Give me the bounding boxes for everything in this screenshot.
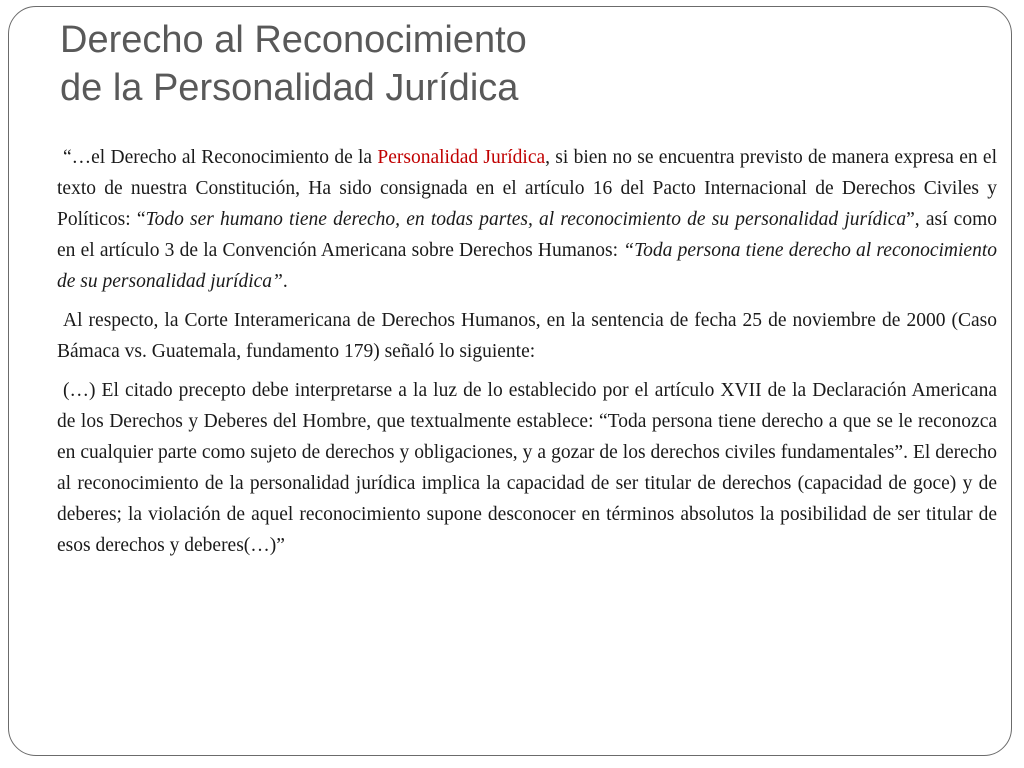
paragraph-1-text-a: “…el Derecho al Reconocimiento de la	[63, 147, 378, 168]
quote-pacto-internacional: Todo ser humano tiene derecho, en todas partes, al reconocimiento de su personalidad jurídica	[145, 209, 907, 230]
slide-title-line-1: Derecho al Reconocimiento	[60, 19, 527, 61]
slide-body	[57, 142, 997, 569]
paragraph-2: Al respecto, la Corte Interamericana de Derechos Humanos, en la sentencia de fecha 25 de noviembre de 2000 (Caso Bámaca vs. Guatemala, fundamento 179) señaló lo siguiente:	[57, 310, 997, 362]
paragraph-1-text-d: .	[282, 271, 288, 292]
quote-convencion-americana: “Toda persona tiene derecho al reconocimiento de su personalidad jurídica”	[57, 240, 997, 292]
highlighted-term: Personalidad Jurídica	[377, 147, 546, 168]
paragraph-3: (…) El citado precepto debe interpretarse a la luz de lo establecido por el artículo XVII de la Declaración Americana de los Derechos y Deberes del Hombre, que textualmente establece: “Toda persona tiene derecho a que se le reconozca en cualquier parte como sujeto de derechos y obligaciones, y a gozar de los derechos civiles fundamentales”. El derecho al reconocimiento de la personalidad jurídica implica la capacidad de ser titular de derechos (capacidad de goce) y de deberes; la violación de aquel reconocimiento supone desconocer en términos absolutos la posibilidad de ser titular de esos derechos y deberes(…)”	[57, 380, 997, 556]
slide-title	[60, 16, 527, 112]
paragraph-1-text-c: ”, así como en el artículo 3 de la Convención Americana sobre Derechos Humanos:	[57, 209, 997, 261]
paragraph-1-text-b: , si bien no se encuentra previsto de manera expresa en el texto de nuestra Constitución, Ha sido consignada en el artículo 16 del Pacto Internacional de Derechos Civiles y Políticos: “	[57, 147, 997, 230]
paragraph-1	[57, 142, 997, 297]
slide-title-line-2: de la Personalidad Jurídica	[60, 67, 519, 109]
